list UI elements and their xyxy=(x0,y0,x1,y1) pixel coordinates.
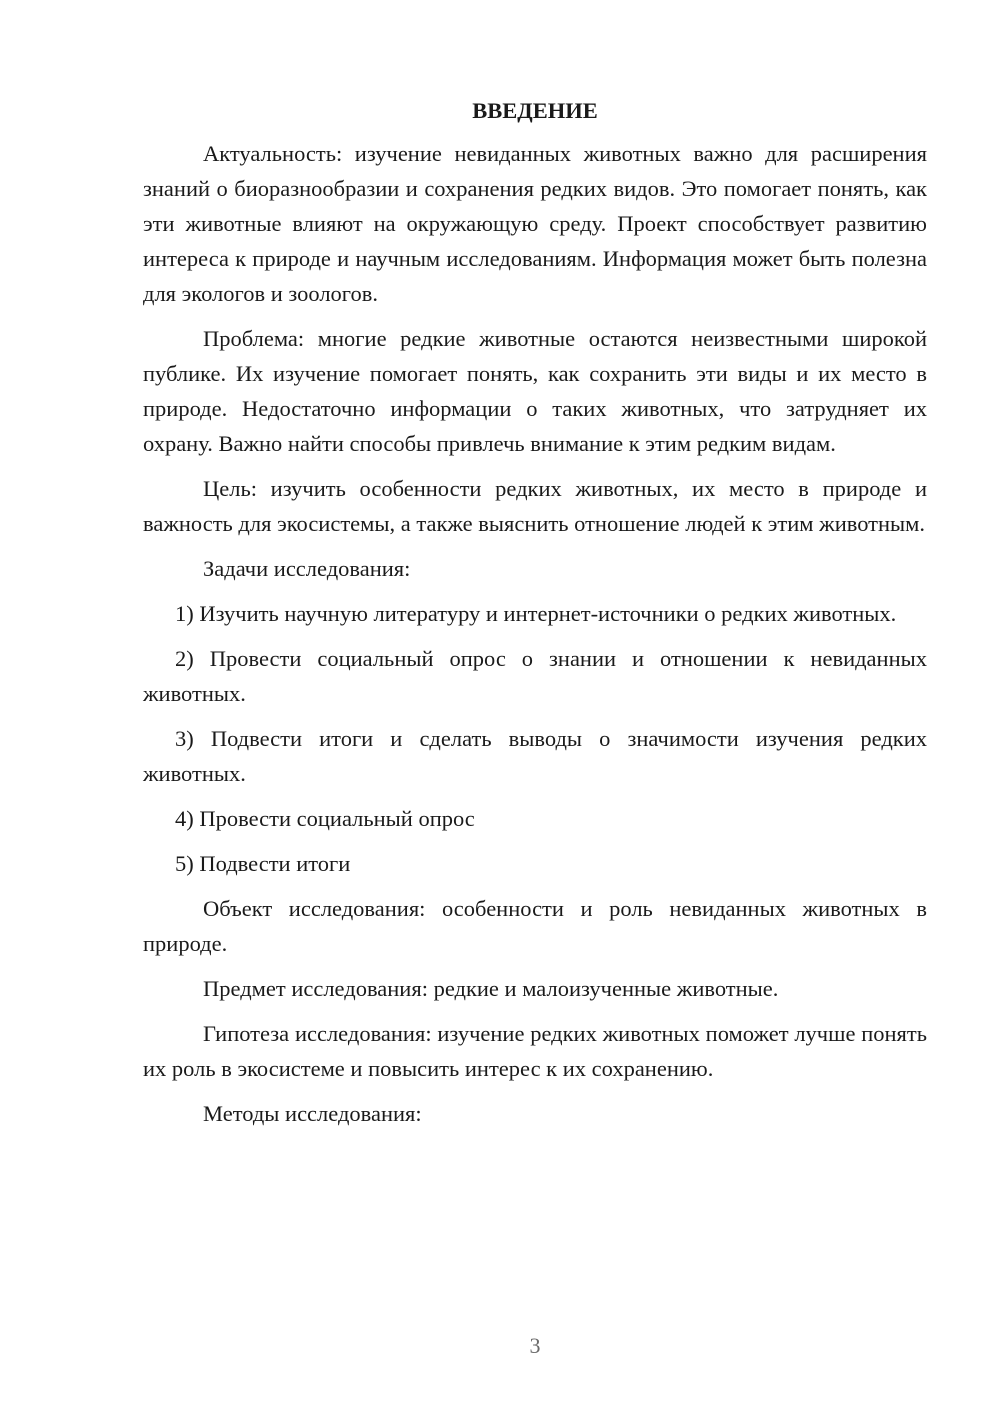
paragraph-tasks-heading: Задачи исследования: xyxy=(203,556,411,581)
paragraph-methods: Методы исследования: xyxy=(203,1101,422,1126)
task-item-2: 2) Провести социальный опрос о знании и отношении к невиданных животных. xyxy=(143,646,927,706)
task-item-5: 5) Подвести итоги xyxy=(175,851,351,876)
task-item-3: 3) Подвести итоги и сделать выводы о значимости изучения редких животных. xyxy=(143,726,927,786)
paragraph-goal: Цель: изучить особенности редких животных, их место в природе и важность для экосистемы, а также выяснить отношение людей к этим животным. xyxy=(143,476,927,536)
task-item-1: 1) Изучить научную литературу и интернет-источники о редких животных. xyxy=(175,601,897,626)
task-item-4: 4) Провести социальный опрос xyxy=(175,806,475,831)
paragraph-problem: Проблема: многие редкие животные остаются неизвестными широкой публике. Их изучение помогает понять, как сохранить эти виды и их место в природе. Недостаточно информации о таких животных, что затрудняет их охрану. Важно найти способы привлечь внимание к этим редким видам. xyxy=(143,326,927,456)
section-title: ВВЕДЕНИЕ xyxy=(472,98,598,123)
page-content xyxy=(143,96,927,1141)
paragraph-relevance: Актуальность: изучение невиданных животных важно для расширения знаний о биоразнообразии и сохранения редких видов. Это помогает понять, как эти животные влияют на окружающую среду. Проект способствует развитию интереса к природе и научным исследованиям. Информация может быть полезна для экологов и зоологов. xyxy=(143,141,927,306)
paragraph-subject: Предмет исследования: редкие и малоизученные животные. xyxy=(203,976,779,1001)
paragraph-object: Объект исследования: особенности и роль невиданных животных в природе. xyxy=(143,896,927,956)
page-number: 3 xyxy=(529,1333,541,1358)
paragraph-hypothesis: Гипотеза исследования: изучение редких животных поможет лучше понять их роль в экосистеме и повысить интерес к их сохранению. xyxy=(143,1021,927,1081)
